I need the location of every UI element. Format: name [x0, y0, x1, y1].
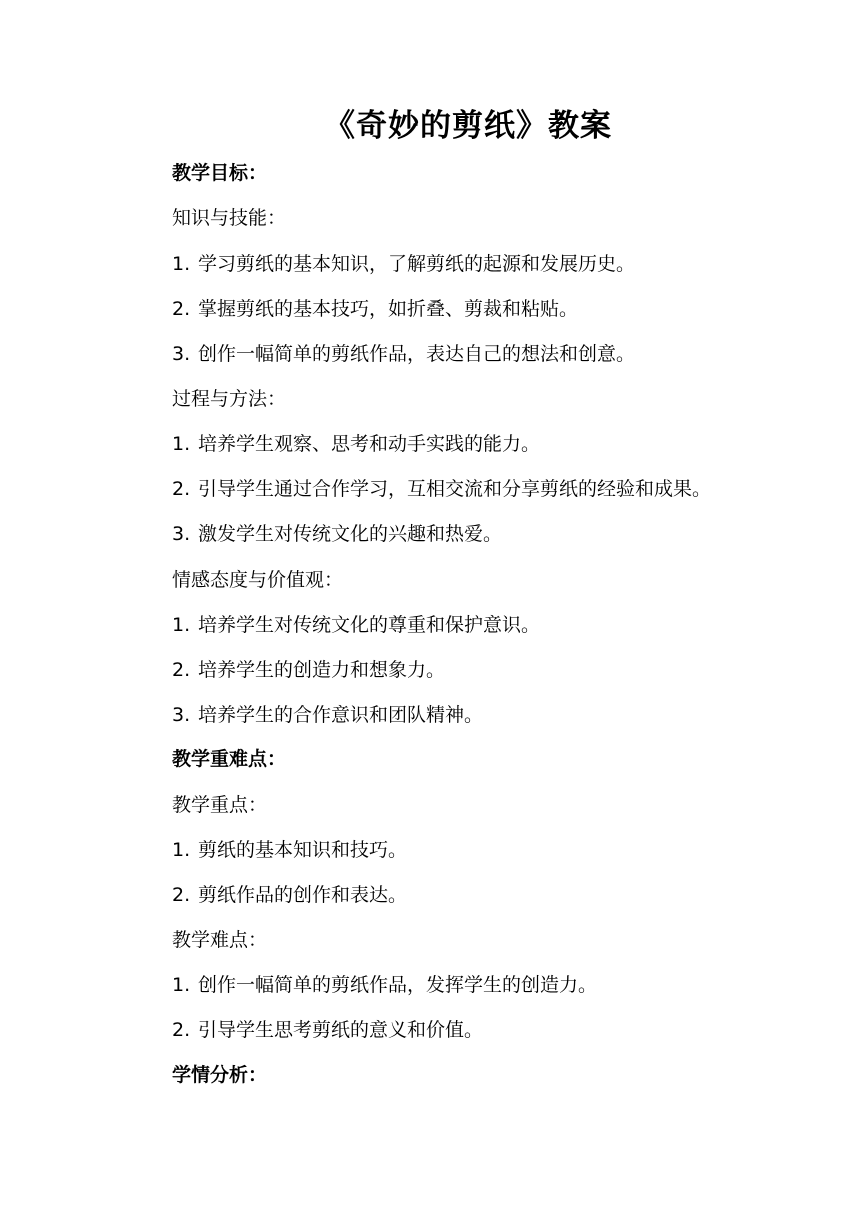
document-title: 《奇妙的剪纸》教案 — [324, 108, 612, 144]
item-number: 1. — [172, 839, 191, 861]
item-number: 1. — [172, 433, 191, 455]
subheading-key-points: 教学重点： — [172, 794, 268, 816]
subheading-process-methods: 过程与方法： — [172, 388, 287, 410]
list-item — [172, 612, 540, 638]
item-text: 学习剪纸的基本知识，了解剪纸的起源和发展历史。 — [198, 253, 636, 275]
item-text: 剪纸的基本知识和技巧。 — [198, 839, 408, 861]
list-item — [172, 431, 540, 457]
item-number: 2. — [172, 1019, 191, 1041]
item-number: 2. — [172, 478, 191, 500]
item-number: 3. — [172, 343, 191, 365]
item-text: 激发学生对传统文化的兴趣和热爱。 — [198, 523, 503, 545]
item-number: 2. — [172, 298, 191, 320]
list-item — [172, 972, 597, 998]
list-item — [172, 702, 483, 728]
subheading-knowledge-skills: 知识与技能： — [172, 207, 287, 229]
list-item — [172, 837, 407, 863]
list-item — [172, 251, 635, 277]
item-number: 2. — [172, 884, 191, 906]
list-item — [172, 476, 711, 502]
item-text: 引导学生通过合作学习，互相交流和分享剪纸的经验和成果。 — [198, 478, 712, 500]
section-heading-learner-analysis: 学情分析： — [172, 1064, 268, 1086]
section-heading-key-points: 教学重难点： — [172, 748, 287, 770]
item-text: 引导学生思考剪纸的意义和价值。 — [198, 1019, 484, 1041]
item-text: 创作一幅简单的剪纸作品，表达自己的想法和创意。 — [198, 343, 636, 365]
section-heading-objectives: 教学目标： — [172, 162, 268, 184]
item-text: 创作一幅简单的剪纸作品，发挥学生的创造力。 — [198, 974, 598, 996]
item-number: 1. — [172, 974, 191, 996]
list-item — [172, 1017, 483, 1043]
item-text: 剪纸作品的创作和表达。 — [198, 884, 408, 906]
list-item — [172, 657, 445, 683]
item-number: 3. — [172, 523, 191, 545]
list-item — [172, 521, 502, 547]
item-text: 掌握剪纸的基本技巧，如折叠、剪裁和粘贴。 — [198, 298, 579, 320]
item-text: 培养学生对传统文化的尊重和保护意识。 — [198, 614, 541, 636]
list-item — [172, 882, 407, 908]
list-item — [172, 296, 578, 322]
subheading-attitude-values: 情感态度与价值观： — [172, 569, 344, 591]
item-number: 3. — [172, 704, 191, 726]
item-text: 培养学生观察、思考和动手实践的能力。 — [198, 433, 541, 455]
item-number: 2. — [172, 659, 191, 681]
subheading-difficulties: 教学难点： — [172, 929, 268, 951]
item-number: 1. — [172, 253, 191, 275]
item-number: 1. — [172, 614, 191, 636]
list-item — [172, 341, 635, 367]
item-text: 培养学生的创造力和想象力。 — [198, 659, 446, 681]
item-text: 培养学生的合作意识和团队精神。 — [198, 704, 484, 726]
